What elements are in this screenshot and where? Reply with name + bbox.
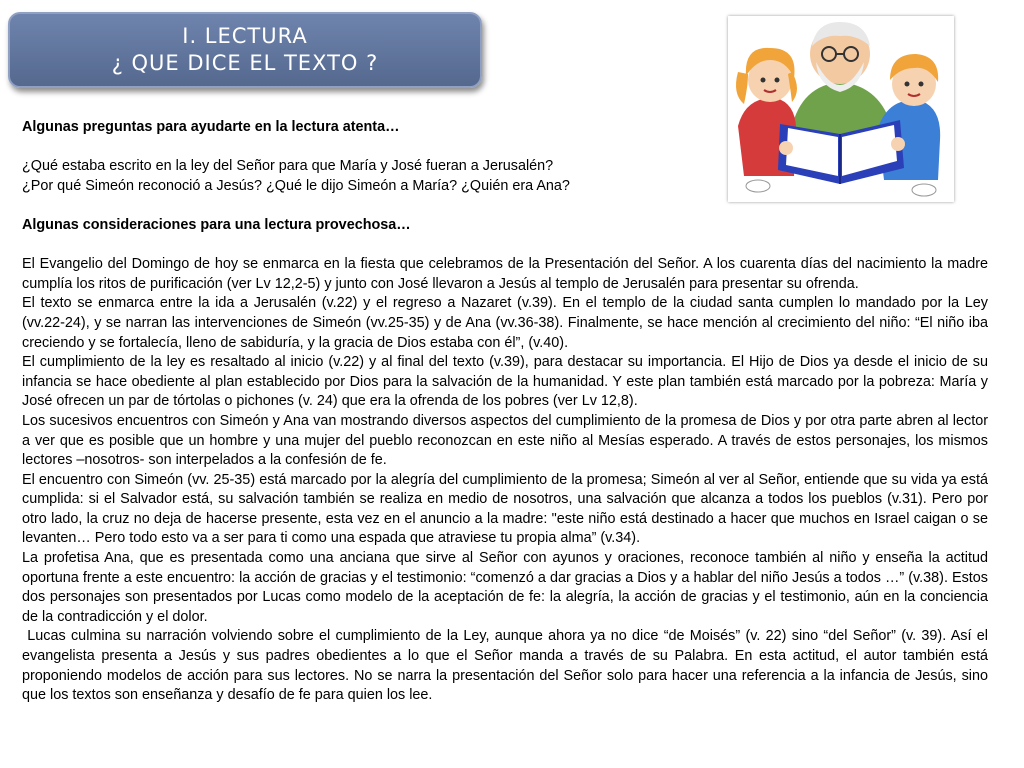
body-paragraph: Lucas culmina su narración volviendo sobre el cumplimiento de la Ley, aunque ahora ya no dice “de Moisés” (v. 22) sino “del Señor” (v. 39). Así el evangelista presenta a Jesús y sus padres obedientes a lo que el Señor manda a través de su Palabra. En esta actitud, el autor también está proponiendo modelos de acción para sus lectores. No se narra la presentación del Señor solo para hacer una referencia a la infancia de Jesús, sino que los textos son enseñanza y desafío de fe para quien los lee. <box>22 628 992 704</box>
section-title-box <box>8 12 482 88</box>
questions-heading: Algunas preguntas para ayudarte en la lectura atenta… <box>22 119 400 135</box>
spacer <box>22 236 988 256</box>
body-paragraph: La profetisa Ana, que es presentada como una anciana que sirve al Señor con ayunos y oraciones, reconoce también al niño y enseña la actitud oportuna frente a este encuentro: la acción de gracias y el testimonio: “comenzó a dar gracias a Dios y a hablar del niño Jesús a todos …” (v.38). Estos dos personajes son presentados por Lucas como modelo de la aceptación de fe: la alegría, la acción de gracias y el testimonio, aún en la conciencia de la contradicción y el dolor. <box>22 550 988 625</box>
reading-content <box>22 118 992 706</box>
body-paragraph: Los sucesivos encuentros con Simeón y Ana van mostrando diversos aspectos del cumplimiento de la promesa de Dios y por otra parte abren al lector a ver que es posible que un hombre y una mujer del pueblo reconozcan en este niño al Mesías esperado. A través de estos personajes, los mismos lectores –nosotros- son interpelados a la confesión de fe. <box>22 412 988 469</box>
title-line-2: ¿ QUE DICE EL TEXTO ? <box>111 51 379 75</box>
question-item: ¿Por qué Simeón reconoció a Jesús? ¿Qué le dijo Simeón a María? ¿Quién era Ana? <box>22 177 570 194</box>
spacer <box>22 196 988 216</box>
body-paragraph: El texto se enmarca entre la ida a Jerusalén (v.22) y el regreso a Nazaret (v.39). En el templo de la ciudad santa cumplen lo mandado por la Ley (vv.22-24), y se narran las intervenciones de Simeón (vv.25-35) y de Ana (vv.36-38). Finalmente, se hace mención al crecimiento del niño: “El niño iba creciendo y se fortalecía, lleno de sabiduría, y la gracia de Dios estaba con él”, (v.40). <box>22 295 988 351</box>
considerations-heading: Algunas consideraciones para una lectura provechosa… <box>22 216 411 233</box>
body-paragraph: El cumplimiento de la ley es resaltado al inicio (v.22) y al final del texto (v.39), para destacar su importancia. El Hijo de Dios ya desde el inicio de su infancia se hace obediente al plan establecido por Dios para la salvación de la humanidad. Y este plan también está marcado por la pobreza: María y José ofrecen un par de tórtolas o pichones (v. 24) que era la ofrenda de los pobres (ver Lv 12,8). <box>22 354 988 410</box>
body-paragraph: El encuentro con Simeón (vv. 25-35) está marcado por la alegría del cumplimiento de la promesa; Simeón al ver al Señor, entiende que su vida ya está cumplida: si el Salvador está, su salvación también se realiza en medio de nosotros, una salvación que alcanza a todos los pueblos (v.31). Pero por otro lado, la cruz no deja de hacerse presente, esta vez en el anuncio a la madre: "este niño está destinado a hacer que muchos en Israel caigan o se levanten… Pero todo esto va a ser para ti como una espada que atraviese tu propia alma” (v.34). <box>22 471 988 547</box>
question-item: ¿Qué estaba escrito en la ley del Señor para que María y José fueran a Jerusalén? <box>22 158 554 175</box>
body-paragraph: El Evangelio del Domingo de hoy se enmarca en la fiesta que celebramos de la Presentación del Señor. A los cuarenta días del nacimiento la madre cumplía los ritos de purificación (ver Lv 12,2-5) y junto con José llevaron a Jesús al templo de Jerusalén para presentar su ofrenda. <box>22 256 988 292</box>
spacer <box>22 138 988 158</box>
title-line-1: I. LECTURA <box>182 24 308 48</box>
